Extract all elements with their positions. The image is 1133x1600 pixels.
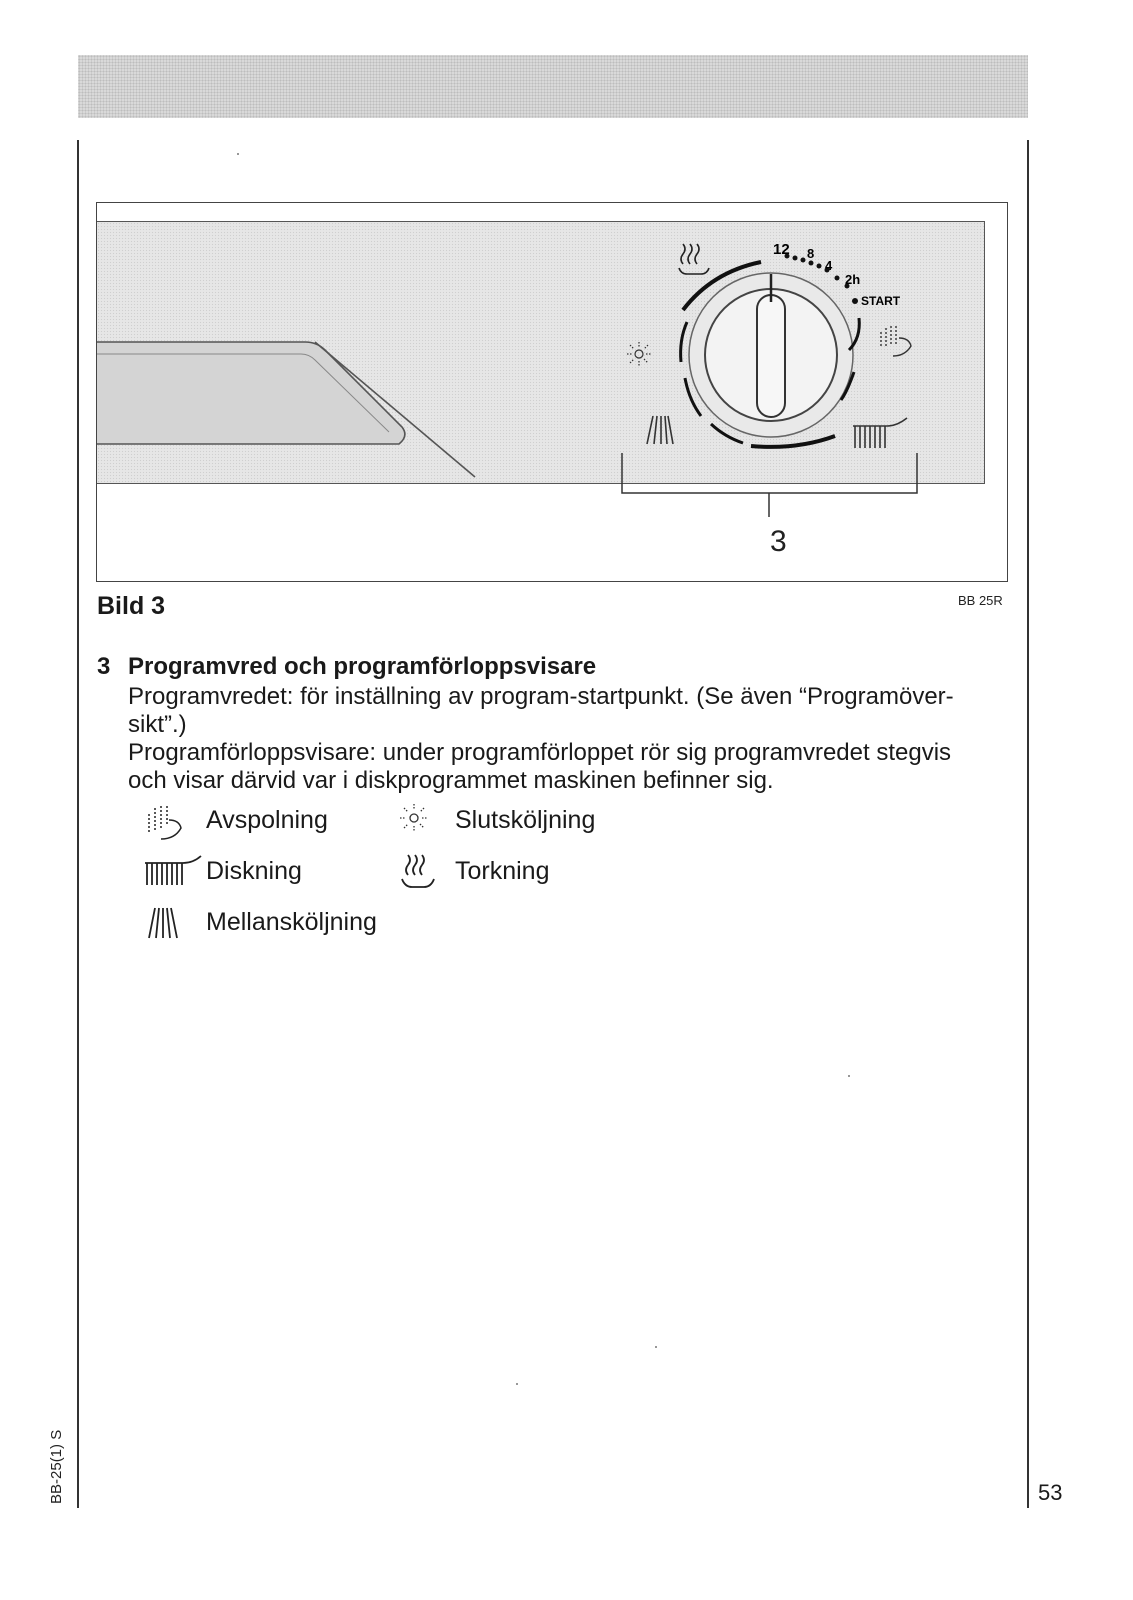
legend-item-slutskoljning — [396, 802, 636, 842]
header-band — [78, 55, 1028, 118]
paragraph-line: och visar därvid var i diskprogrammet maskinen befinner sig. — [128, 767, 774, 794]
figure-caption: Bild 3 — [97, 592, 166, 620]
page-number: 53 — [1038, 1480, 1063, 1505]
left-margin-rule — [77, 140, 79, 1508]
intermediate-rinse-icon — [145, 904, 193, 944]
legend-item-diskning — [145, 853, 385, 893]
dial-label-4: 4 — [825, 258, 833, 273]
callout-bracket — [97, 203, 1009, 583]
legend-item-torkning — [396, 853, 636, 893]
scan-speck — [655, 1346, 657, 1348]
pre-rinse-icon — [145, 802, 193, 842]
dial-label-8: 8 — [807, 246, 815, 261]
paragraph-line: Programvredet: för inställning av program-startpunkt. (Se även “Programöver- — [128, 683, 954, 710]
drying-icon — [396, 853, 440, 893]
legend-label: Mellansköljning — [206, 908, 377, 936]
side-document-code: BB-25(1) S — [48, 1429, 65, 1504]
legend-label: Torkning — [455, 857, 550, 885]
final-rinse-icon — [396, 802, 436, 842]
legend-item-mellanskoljning — [145, 904, 405, 944]
scan-speck — [237, 153, 239, 155]
section-title: Programvred och programförloppsvisare — [128, 653, 597, 680]
legend-label: Diskning — [206, 857, 302, 885]
section-number: 3 — [97, 653, 111, 680]
paragraph-line: sikt”.) — [128, 711, 187, 738]
figure-frame — [96, 202, 1008, 582]
paragraph-line: Programförloppsvisare: under programförloppet rör sig programvredet stegvis — [128, 739, 952, 766]
legend-item-avspolning — [145, 802, 385, 842]
right-margin-rule — [1027, 140, 1029, 1508]
callout-number: 3 — [770, 525, 787, 558]
dial-label-2h: 2h — [845, 272, 861, 287]
legend-label: Avspolning — [206, 806, 328, 834]
scan-speck — [516, 1383, 518, 1385]
dial-label-12: 12 — [773, 241, 790, 258]
legend-label: Slutsköljning — [455, 806, 596, 834]
scan-speck — [848, 1075, 850, 1077]
dial-label-start: START — [861, 294, 901, 308]
figure-code: BB 25R — [958, 593, 1003, 608]
wash-icon — [145, 853, 205, 893]
